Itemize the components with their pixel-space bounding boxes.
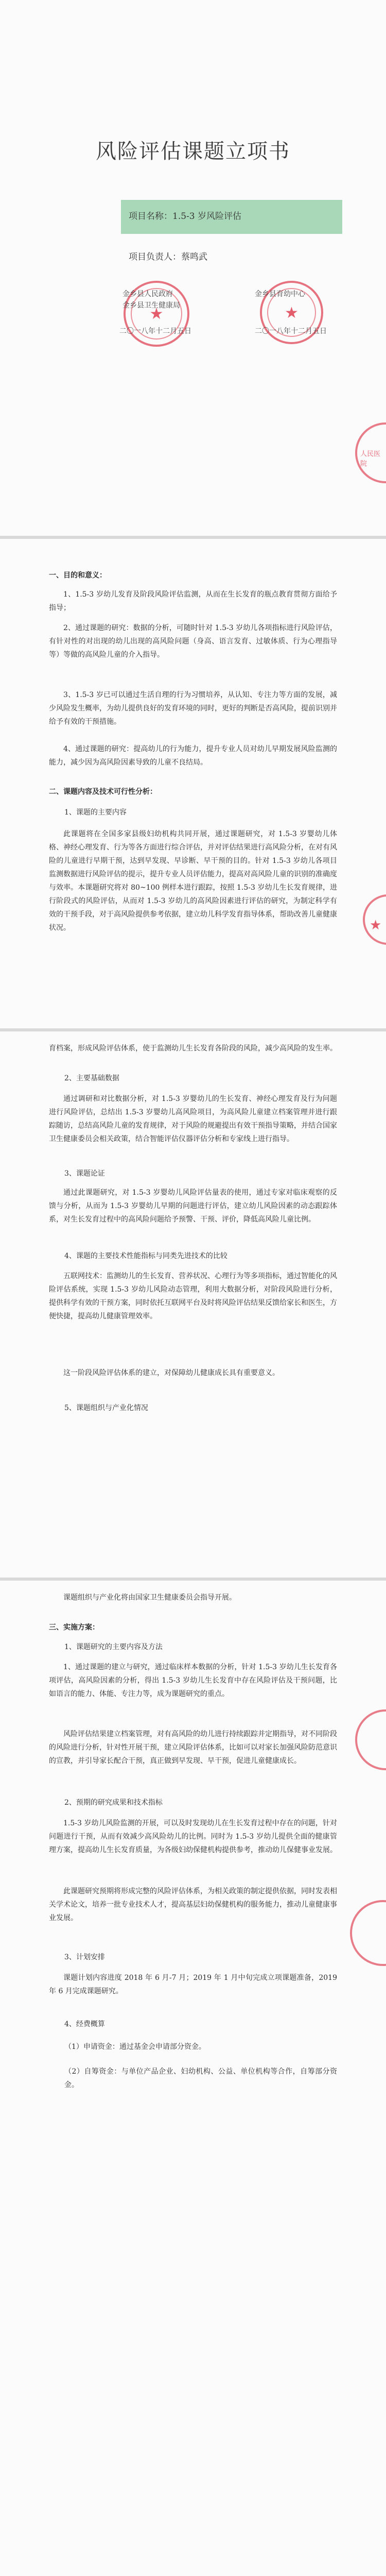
section-3-heading: 三、实施方案： (49, 1623, 99, 1632)
page3-p4: 此课题研究预期将形成完整的风险评估体系，为相关政策的制定提供依据，同时发表相关学术论文，培养一批专业技术人才，提高基层妇幼保健机构的服务能力，推动儿童健康事业发展。 (49, 1887, 337, 1922)
right-seal-date: 二〇一八年十二月五日 (255, 327, 327, 335)
left-seal-sub: 金乡县卫生健康局 (122, 301, 180, 310)
page3-sub2: 2、预期的研究成果和技术指标 (64, 1799, 163, 1807)
page-implementation (0, 1581, 386, 2576)
section-2-sub1: 1、课题的主要内容 (64, 808, 127, 817)
page3-p0: 课题组织与产业化将由国家卫生健康委员会指导开展。 (63, 1594, 236, 1602)
edge-seal-4 (350, 1900, 386, 1966)
page2-sub4: 4、课题的主要技术性能指标与同类先进技术的比较 (64, 1252, 227, 1260)
page3-sub3: 3、计划安排 (64, 1953, 105, 1961)
page3-sub1: 1、课题研究的主要内容及方法 (64, 1643, 163, 1651)
page2-p2: 通过调研和对比数据分析，对 1.5-3 岁婴幼儿的生长发育、神经心理发育及行为问题进行风险评估，总结出 1.5-3 岁婴幼儿高风险项目，为高风险儿童建立档案管理并进行跟踪随访，总结高风险儿童的发育规律，对于风险的规避提出有效干预指导策略，并结合国家卫生健康委员会相关政策，结合智能评估仪器评估分析和专家线上进行指导。 (49, 1095, 337, 1143)
section-1-p2: 2、通过课题的研究：数据的分析，可随时针对 1.5-3 岁幼儿各项指标进行风险评估，有针对性的对出现的幼儿出现的高风险问题（身高、语言发育、过敏体质、行为心理指导等）等做的高风险儿童的介入指导。 (49, 624, 337, 659)
section-2-p1: 此课题将在全国多家县级妇幼机构共同开展，通过课题研究，对 1.5-3 岁婴幼儿体格、神经心理发育、行为等各方面进行综合评估，并对评估结果进行高风险分析，在对有风险的儿童进行早期干预，达到早发现、早诊断、早干预的目的。针对 1.5-3 岁幼儿各项目监测数据进行风险评估的提示，提升专业人员评估能力，提高对高风险儿童的识别的准确度与效率。本课题研究将对 80~100 例样本进行跟踪，按照 1.5-3 岁幼儿生长发育规律，进行阶段式的风险评估，从而对 1.5-3 岁幼儿的高风险因素进行评估的研究，为制定科学有效的干预手段，对于高风险提供参考依据，建立幼儿科学发育指导体系，帮助改善儿童健康状况。 (49, 830, 337, 932)
page-content (0, 1031, 386, 1578)
left-seal: ★ (124, 281, 189, 347)
document-title: 风险评估课题立项书 (96, 140, 290, 163)
left-seal-date: 二〇一八年十二月五日 (119, 327, 191, 335)
page3-p6: （1）申请资金：通过基金会申请部分资金。 (64, 2043, 206, 2051)
page2-sub5: 5、课题组织与产业化情况 (64, 1404, 148, 1412)
page2-sub2: 2、主要基础数据 (64, 1074, 119, 1082)
right-seal-text: 金乡县育幼中心 (255, 290, 305, 298)
page3-sub4: 4、经费概算 (64, 2020, 105, 2028)
page3-p5: 课题计划内容进度 2018 年 6 月-7 月；2019 年 1 月中旬完成立项课题准备，2019 年 6 月完成课题研究。 (49, 1974, 337, 1995)
project-lead: 项目负责人：蔡鸣武 (129, 252, 207, 262)
page-objectives (0, 539, 386, 1028)
section-1-p4: 4、通过课题的研究：提高幼儿的行为能力，提升专业人员对幼儿早期发展风险监测的能力，减少因为高风险因素导致的儿童不良结局。 (49, 745, 337, 767)
left-seal-text: 金乡县人民政府 (122, 290, 173, 298)
cover-page (0, 0, 386, 536)
section-1-p3: 3、1.5-3 岁已可以通过生活自理的行为习惯培养，从认知、专注力等方面的发展，减少风险发生概率，为幼儿提供良好的发育环境的同时，更好的判断是否高风险，提前识别并给予有效的干预措施。 (49, 691, 337, 726)
page3-p7: （2）自筹资金：与单位产品企业、妇幼机构、公益、单位机构等合作，自筹部分资金。 (64, 2067, 337, 2089)
page2-p3: 通过此课题研究，对 1.5-3 岁婴幼儿风险评估量表的使用，通过专家对临床观察的反馈与分析，从而为 1.5-3 岁婴幼儿早期的问题进行评估，建立幼儿风险因素的动态跟踪体系，对生长发育过程中的高风险问题给予预警、干预、评价，降低高风险儿童比例。 (49, 1189, 337, 1224)
section-1-heading: 一、目的和意义： (49, 571, 107, 580)
page3-p3: 1.5-3 岁幼儿风险监测的开展，可以及时发现幼儿在生长发育过程中存在的问题，针对问题进行干预，从而有效减少高风险幼儿的比例。同时为 1.5-3 岁幼儿提供全面的健康管理方案，提高幼儿生长发育质量，为各级妇幼保健机构提供参考，推动幼儿保健事业发展。 (49, 1819, 337, 1854)
right-seal: ★ (260, 281, 323, 344)
edge-seal-3 (355, 1709, 386, 1770)
project-name: 项目名称：1.5-3 岁风险评估 (129, 211, 241, 222)
page2-p0: 育档案，形成风险评估体系，使于监测幼儿生长发育各阶段的风险，减少高风险的发生率。 (49, 1044, 337, 1053)
section-2-heading: 二、课题内容及技术可行性分析： (49, 788, 157, 796)
page3-p1: 1、通过课题的建立与研究，通过临床样本数据的分析，针对 1.5-3 岁幼儿生长发育各项评估，高风险因素的分析，得出 1.5-3 岁幼儿生长发育中存在风险评估及干预问题，比如语言的能力、体能、专注力等，成为课题研究的重点。 (49, 1663, 337, 1698)
page2-p4b: 这一阶段风险评估体系的建立，对保障幼儿健康成长具有重要意义。 (63, 1369, 279, 1377)
section-1-p1: 1、1.5-3 岁幼儿发育及阶段风险评估监测，从而在生长发育的瓶点教育贯彻方面给予指导； (49, 590, 337, 612)
page3-p2: 风险评估结果建立档案管理，对有高风险的幼儿进行持续跟踪并定期指导，对不同阶段的风险进行分析，针对性开展干预，建立风险评估体系，比如可以对家长加强风险防范意识的宣教，并引导家长配合干预，真正做到早发现、早干预，促进儿童健康成长。 (49, 1730, 337, 1765)
edge-seal-text: 人民医院 (360, 450, 381, 468)
page2-p4: 五联网技术：监测幼儿的生长发育、营养状况、心理行为等多项指标，通过智能化的风险评估系统，实现 1.5-3 岁幼儿风险动态管理，利用大数据分析，对阶段风险进行分析，提供科学有效的干预方案，同时依托互联网平台及时将风险评估结果反馈给家长和医生，方便快捷，提高幼儿健康管理效率。 (49, 1272, 337, 1320)
page2-sub3: 3、课题论证 (64, 1170, 105, 1178)
edge-seal-2-star: ★ (370, 918, 382, 933)
